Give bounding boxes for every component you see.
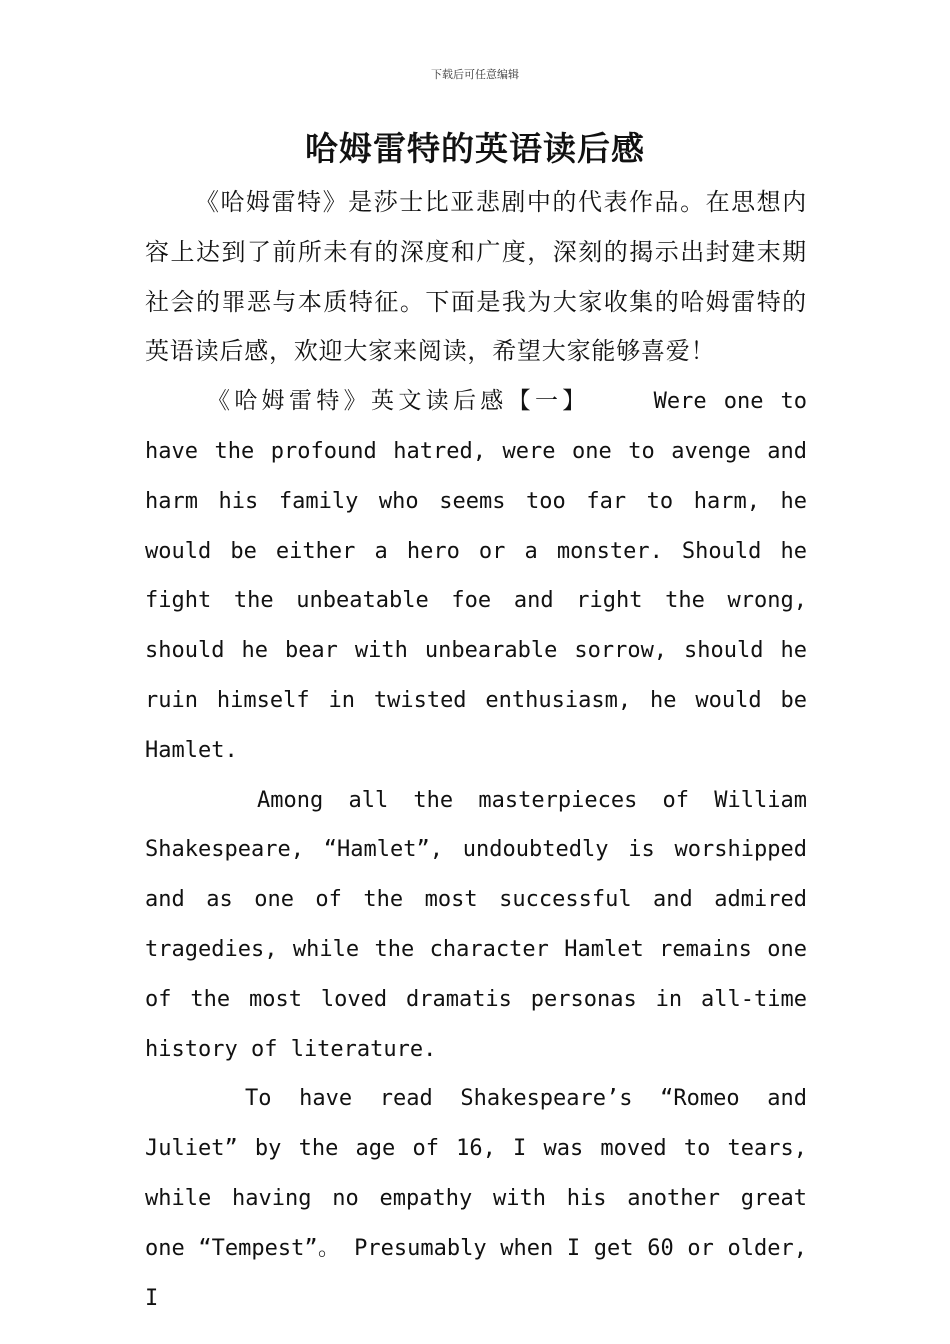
intro-paragraph: 《哈姆雷特》是莎士比亚悲剧中的代表作品。在思想内容上达到了前所未有的深度和广度，深刻的揭示出封建末期社会的罪恶与本质特征。下面是我为大家收集的哈姆雷特的英语读后感，欢迎大家来阅读，希望大家能够喜爱！ — [145, 188, 807, 366]
document-body — [145, 178, 807, 1323]
section-heading: 《哈姆雷特》英文读后感【一】 — [207, 388, 590, 415]
essay-paragraph-2: Among all the masterpieces of William Shakespeare, “Hamlet”, undoubtedly is worshipped and as one of the most successful and admired tragedies, while the character Hamlet remains one of the most loved dramatis personas in all-time history of literature. — [145, 787, 807, 1062]
page-title: 哈姆雷特的英语读后感 — [305, 129, 645, 168]
header-note: 下载后可任意编辑 — [431, 68, 519, 81]
essay-paragraph-1 — [145, 377, 807, 775]
essay-paragraph-1-text: Were one to have the profound hatred, were one to avenge and harm his family who seems too far to harm, he would be either a hero or a monster. Should he fight the unbeatable foe and right the wrong, should he bear with unbearable sorrow, should he ruin himself in twisted enthusiasm, he would be Hamlet. — [145, 389, 807, 763]
essay-paragraph-3: To have read Shakespeare’s “Romeo and Juliet” by the age of 16, I was moved to tears, while having no empathy with his another great one “Tempest”。 Presumably when I get 60 or older, I — [145, 1086, 807, 1311]
